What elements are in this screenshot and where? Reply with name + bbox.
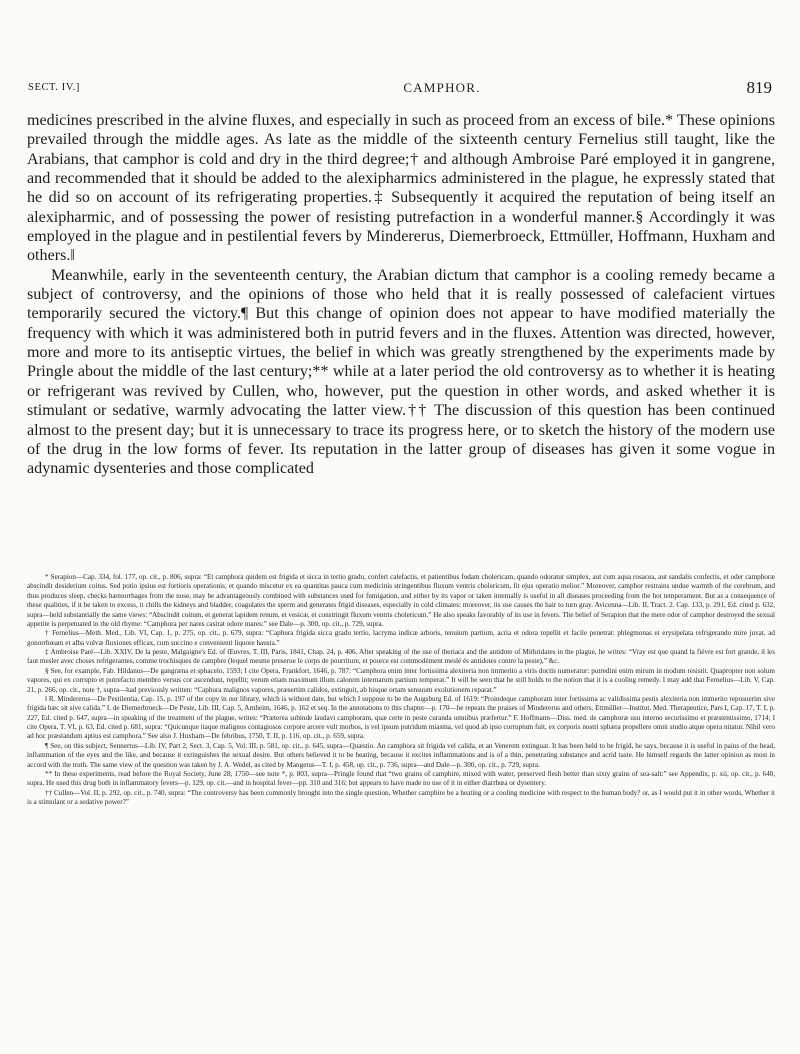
footnote-serapion: * Serapion—Cap. 334, fol. 177, op. cit., p. 806, supra: “Et camphora quidem est frigida et sicca in tertio gradu, confert calefactis, et patientibus fodam cholericam, quando odoratur simplex, aut cum aqua rosacea, aut sandalis confectis, et oder camphoræ abscindit desiderium coitus. Sed potio ipsius est fortioris operationis, et quando miscetur ex ea quantitas pauca cum medicinis stringentibus fluxum ventris cholericum, fit ejus operatio melior.” Moreover, camphor restrains undue warmth of the cerebrum, and thus produces sleep, checks hæmorrhages from the nose, may be advantageously combined with substances used for fumigation, and either by its vapor or taken internally is useful in all diseases proceeding from the hot temperament. But as a consequence of these qualities, if it be taken to excess, it chills the kidneys and bladder, coagulates the sperm and generates frigid diseases, especially in cold climates: moreover, its use causes the hair to turn gray. Avicenna—Lib. II, Tract. 2. Cap. 133, p. 291, Ed. cited p. 632, supra—held substantially the same views: “Abscindit coitum, et generat lapidem renum, et vesicæ, et constringit fluxum ventris cholericum.” He also speaks favorably of its use in fevers. The belief of Serapion that the mere odor of camphor destroyed the sexual appetite is perpetuated in the old rhyme: “Camphora per nares castrat odore mares:” see Dale—p. 300, op. cit., p. 729, supra. xyxy=(27,573,775,628)
paragraph-2: Meanwhile, early in the seventeenth century, the Arabian dictum that camphor is a cooling remedy became a subject of controversy, and the opinions of those who held that it is really possessed of calefacient virtues temporarily secured the victory.¶ But this change of opinion does not appear to have modified materially the frequency with which it was administered both in putrid fevers and in the fluxes. Attention was directed, however, more and more to its antiseptic virtues, the belief in which was greatly strengthened by the experiments made by Pringle about the middle of the last century;** while at a later period the old controversy as to whether it is heating or refrigerant was revived by Cullen, who, however, put the question in other words, and asked whether it is stimulant or sedative, warmly advocating the latter view.†† The discussion of this question has been continued almost to the present day; but it is unnecessary to trace its progress here, or to sketch the history of the modern use of the drug in the low forms of fever. Its reputation in the latter group of diseases has given it some vogue in adynamic dysenteries and those complicated xyxy=(27,266,775,478)
section-label: SECT. IV.] xyxy=(28,82,80,93)
main-text xyxy=(27,111,775,479)
running-title: CAMPHOR. xyxy=(403,80,481,95)
footnote-cullen: †† Cullen—Vol. II, p. 292, op. cit., p. 740, supra: “The controversy has been commonly brought into the single question, Whether camphire be a heating or a cooling medicine with respect to the human body? or, as I would put it in other words, Whether it is a stimulant or a sedative power?” xyxy=(27,788,775,806)
footnotes xyxy=(27,573,775,807)
footnote-mindererus: ‖ R. Mindererus—De Pestilentia, Cap. 15, p. 197 of the copy in our library, which is without date, but which I suppose to be the Augsburg Ed. of 1619: “Proindeque camphoram inter fortissima ac validissima pestis alexiteria non immerito reposuerim sive frigida hæc sit sive calida.” I. de Diemerbroeck—De Peste, Lib. III, Cap. 5, Arnheim, 1646, p. 162 et seq. In the annotations to this chapter—p. 170—he repeats the praises of Mindererus and others. Ettmüller—Institut. Med. Therapeutice, Pars I, Cap. 17, T. I, p. 227, Ed. cited p. 647, supra—in speaking of the treatment of the plague, writes: “Præterea subinde laudavi camphoram, quæ certe in peste curanda omnibus præfertur.” F. Hoffmann—Diss. med. de camphoræ usu interno securissimo et præstentissimo, 1714; I cite Opera, T. VI, p. 63, Ed. cited p. 681, supra: “Quicunque itaque malignos contagiosos corpore arcere vult morbos, is vel ipsum putridum miasma, vel quod ab ipso corruptum fuit, ex corporis nostri sphæra propellere omni studio atque opera nitatur. Nihil vero ad hoc præstandum aptius est camphora.” See also J. Huxham—De febribus, 1750, T. II, p. 116, op. cit., p. 659, supra. xyxy=(27,694,775,741)
footnote-hildanus: § See, for example, Fab. Hildanus—De gangræna et sphacelo, 1593; I cite Opera, Frankfort, 1646, p. 787: “Camphora enim inter fortissima alexiteria non immerito a viris doctis numeratur: putredini enim mirum in modum resistit. Quapropter non solum vapores, qui ex corrupto et putrefacto membro versus cor ascendunt, repellit; verum etiam maximum illum calorem internarum partium temperat.” It will be seen that he still holds to the notion that it is a cooling remedy. I may add that Fernelius—Lib. V, Cap. 21, p. 266, op. cit., note †, supra—had previously written: “Caphura malignos vapores, præsertim calidos, extinguit, ab hisque ortam sensuum exolutionem reparat.” xyxy=(27,666,775,694)
footnote-pringle: ** In these experiments, read before the Royal Society, June 28, 1750—see note *, p. 803, supra—Pringle found that “two grains of camphire, mixed with water, preserved flesh better than sixty grains of sea-salt:” see Appendix, p. xii, op. cit., p. 640, supra. He used this drug both in inflammatory fevers—p. 129, op. cit.—and in hospital fever—pp. 310 and 316; but appears to have made no use of it in either diarrhœa or dysentery. xyxy=(27,769,775,788)
footnote-sennertus: ¶ See, on this subject, Sennertus—Lib. IV, Part 2, Sect. 3, Cap. 5, Vol. III, p. 581, op. cit., p. 645, supra—Quæstio. An camphora sit frigida vel calida, et an Venerem extinguat. It has been held to be frigid, he says, because it is useful in pains of the head, inflammation of the eyes and the like, and because it extinguishes the sexual desire. But others believed it to be heating, because it excites inflammations and is of a thin, penetrating substance and acrid taste. He himself regards the latter opinion as most in accord with the truth. The same view of the question was taken by J. A. Wedel, as cited by Mangetus—T. I, p. 458, op. cit., p. 736, supra—and Dale—p. 300, op. cit., p. 729, supra. xyxy=(27,741,775,769)
running-header xyxy=(28,80,772,102)
paragraph-1: medicines prescribed in the alvine fluxes, and especially in such as proceed from an excess of bile.* These opinions prevailed through the middle ages. As late as the middle of the sixteenth century Fernelius still taught, like the Arabians, that camphor is cold and dry in the third degree;† and although Ambroise Paré employed it in gangrene, and recommended that it should be added to the alexipharmics administered in the plague, he expressly stated that he did so on account of its refrigerating properties.‡ Subsequently it acquired the reputation of being itself an alexipharmic, and of possessing the power of resisting putrefaction in a wonderful manner.§ Accordingly it was employed in the plague and in pestilential fevers by Mindererus, Diemerbroeck, Ettmüller, Hoffmann, Huxham and others.‖ xyxy=(27,112,775,265)
page-number: 819 xyxy=(746,78,772,97)
footnote-fernelius: † Fernelius—Meth. Med., Lib. VI, Cap. 1, p. 275, op. cit., p. 679, supra: “Caphura frigida sicca gradu tertio, lacryma indicæ arboris, tenuium partium, acria et odora repellit et facile penetrat: phlegmonas et erysipelata refrigerando mire juvat, ad gonorrhœam et alba vulvæ fluxiones efficax, cum succino e convenienti liquore hausta.” xyxy=(27,629,775,647)
footnote-pare: ‡ Ambroise Paré—Lib. XXIV, De la peste, Malgaigne's Ed. of Œuvres, T. III, Paris, 1841, Chap. 24, p. 406. After speaking of the use of theriaca and the antidote of Mithridates in the plague, he writes: “Vray est que quand la fiévre est fort grande, il les faut mesler avec choses refrigerantes, comme trochisques de camphre (lequel mesme preserue le corps de pourriture, et pource est commodément meslé és antidotes contre la peste),” &c. xyxy=(27,648,775,666)
